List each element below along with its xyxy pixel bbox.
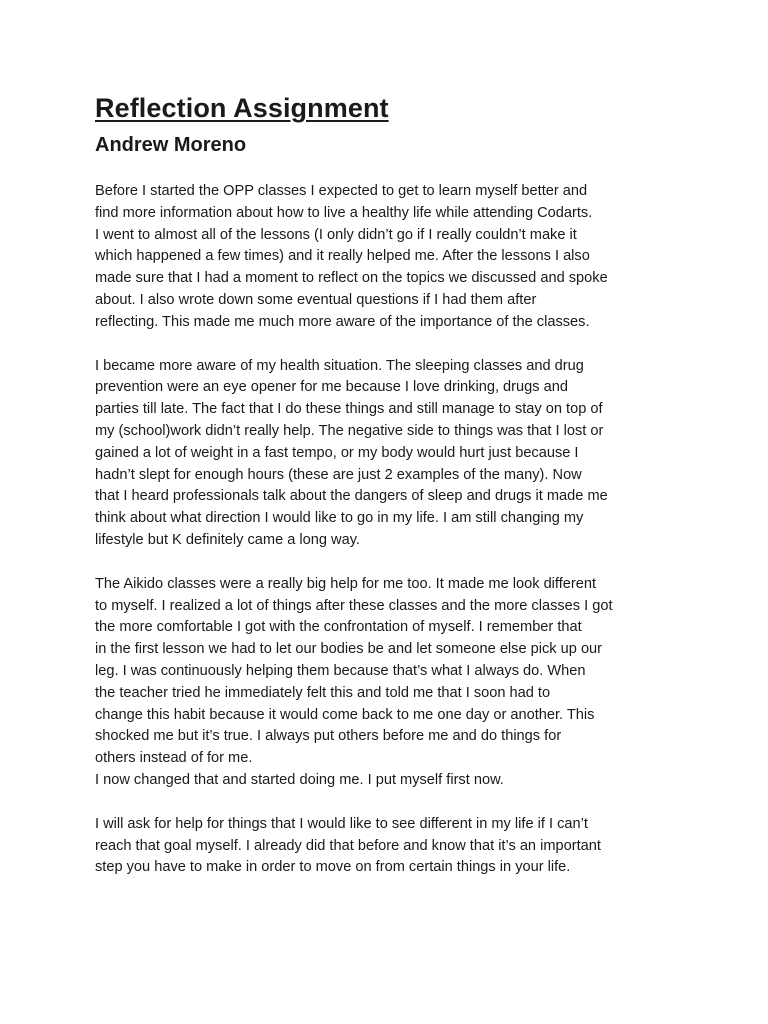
paragraph-line: Before I started the OPP classes I expected to get to learn myself better and — [95, 183, 588, 199]
paragraph — [95, 356, 695, 552]
paragraph-line: in the first lesson we had to let our bodies be and let someone else pick up our — [95, 641, 603, 658]
paragraph-line: hadn’t slept for enough hours (these are just 2 examples of the many). Now — [95, 466, 582, 483]
paragraph-line: leg. I was continuously helping them because that’s what I always do. When — [95, 662, 586, 679]
document-page — [95, 88, 695, 901]
paragraph — [95, 814, 695, 879]
paragraph-line: I became more aware of my health situation. The sleeping classes and drug — [95, 357, 584, 374]
author-name: Andrew Moreno — [95, 134, 247, 156]
document-title: Reflection Assignment — [95, 93, 389, 123]
paragraph-line: lifestyle but K definitely came a long way. — [95, 531, 360, 548]
paragraph-line: parties till late. The fact that I do these things and still manage to stay on top of — [95, 401, 603, 418]
paragraph-line: I will ask for help for things that I would like to see different in my life if I can’t — [95, 815, 588, 832]
paragraph-line: think about what direction I would like to go in my life. I am still changing my — [95, 510, 584, 527]
paragraph-line: which happened a few times) and it really helped me. After the lessons I also — [95, 248, 590, 265]
paragraph-line: reflecting. This made me much more aware of the importance of the classes. — [95, 313, 590, 330]
paragraph-line: The Aikido classes were a really big help for me too. It made me look different — [95, 575, 597, 592]
paragraph-line: step you have to make in order to move on from certain things in your life. — [95, 859, 571, 876]
paragraph — [95, 574, 695, 792]
paragraph-line: the teacher tried he immediately felt this and told me that I soon had to — [95, 684, 551, 701]
paragraph-line: my (school)work didn’t really help. The negative side to things was that I lost or — [95, 422, 604, 439]
paragraph-line: made sure that I had a moment to reflect on the topics we discussed and spoke — [95, 270, 608, 287]
paragraph-line: change this habit because it would come back to me one day or another. This — [95, 706, 595, 723]
paragraph-line: that I heard professionals talk about the dangers of sleep and drugs it made me — [95, 488, 608, 505]
paragraph-line: to myself. I realized a lot of things after these classes and the more classes I got — [95, 597, 613, 614]
paragraph-line: about. I also wrote down some eventual questions if I had them after — [95, 291, 537, 308]
paragraph — [95, 181, 695, 334]
paragraph-line: prevention were an eye opener for me because I love drinking, drugs and — [95, 379, 568, 396]
paragraph-line: others instead of for me. — [95, 750, 253, 767]
paragraph-line: reach that goal myself. I already did that before and know that it’s an important — [95, 837, 601, 854]
paragraph-line: find more information about how to live a healthy life while attending Codarts. — [95, 204, 593, 221]
paragraph-line: I went to almost all of the lessons (I only didn’t go if I really couldn’t make it — [95, 226, 577, 243]
document-body — [95, 181, 695, 879]
paragraph-line: shocked me but it’s true. I always put others before me and do things for — [95, 728, 562, 745]
paragraph-line: gained a lot of weight in a fast tempo, or my body would hurt just because I — [95, 444, 579, 461]
paragraph-line: the more comfortable I got with the confrontation of myself. I remember that — [95, 619, 582, 636]
paragraph-line: I now changed that and started doing me. I put myself first now. — [95, 771, 504, 788]
